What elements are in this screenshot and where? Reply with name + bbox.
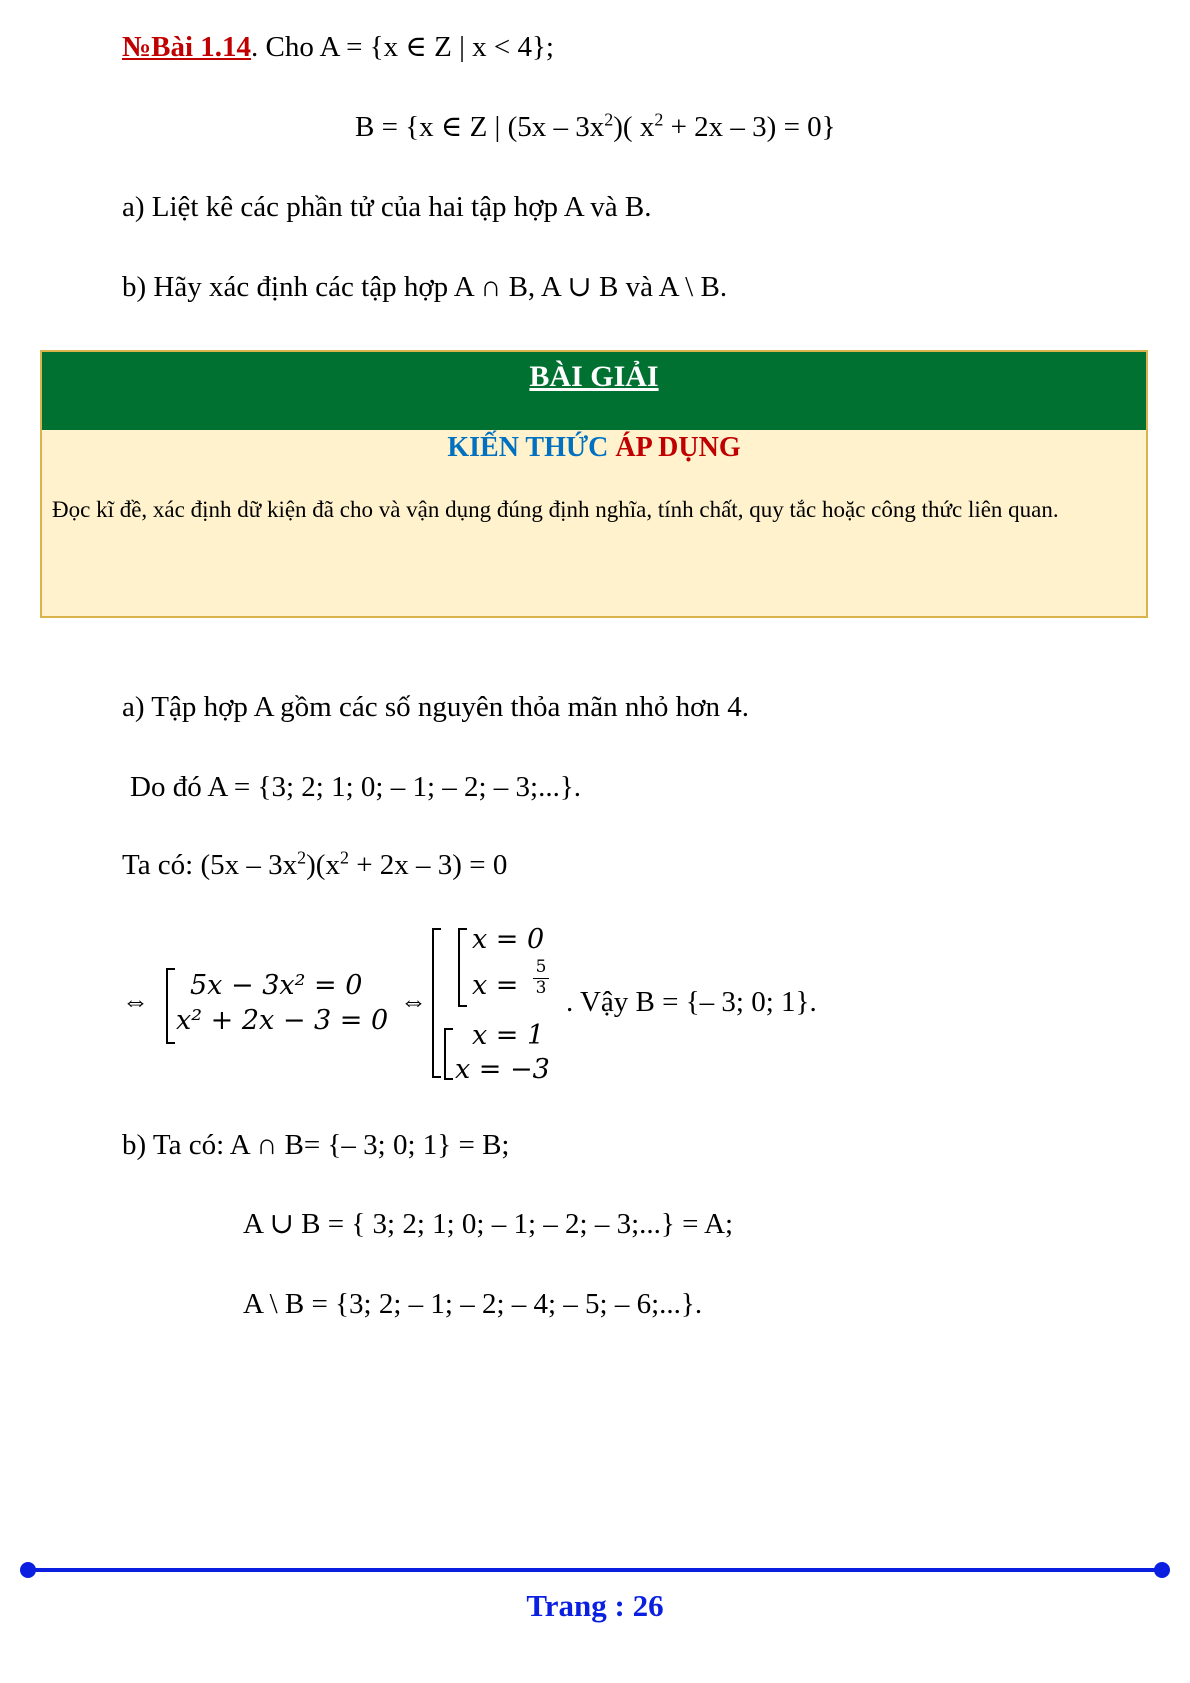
knowledge-title-blue: KIẾN THỨC [447, 432, 616, 463]
problem-intro: . Cho A = {x ∈ Z | x < 4}; [251, 31, 554, 63]
footer-rule-dot-right [1154, 1562, 1170, 1578]
system-eq-2: x² + 2x − 3 = 0 [176, 1005, 389, 1036]
footer-rule [28, 1568, 1168, 1572]
root-2-label: x = [472, 970, 519, 1001]
answer-b-line3: A \ B = {3; 2; – 1; – 2; – 4; – 5; – 6;...}. [243, 1288, 703, 1320]
answer-b-line2: A ∪ B = { 3; 2; 1; 0; – 1; – 2; – 3;...} = A; [243, 1208, 734, 1240]
footer-rule-dot-left [20, 1562, 36, 1578]
equation-part: Ta có: (5x – 3x [122, 849, 298, 881]
inner-bracket-1 [458, 928, 467, 1007]
answer-equation: Ta có: $(5x - 3x^2)(x^2 + 2x - 3) = 0$ [122, 847, 508, 881]
inner-bracket-2 [444, 1028, 453, 1080]
set-b-part: B = {x ∈ Z | (5x – 3x [355, 111, 605, 143]
root-4: x = −3 [455, 1054, 550, 1085]
iff-symbol-2: ⇔ [400, 986, 427, 1016]
problem-label: №Bài 1.14 [122, 31, 252, 63]
fraction-numerator: 5 [533, 958, 549, 979]
solution-box [40, 350, 1148, 618]
root-2 [472, 970, 518, 1002]
system-eq-1: 5x − 3x² = 0 [190, 970, 363, 1001]
fraction-denominator: 3 [535, 977, 547, 998]
set-b-part: )( x [613, 111, 655, 143]
iff-symbol-1: ⇔ [122, 986, 149, 1016]
root-3: x = 1 [472, 1020, 545, 1051]
conclusion-b: . Vậy B = {– 3; 0; 1}. [566, 986, 817, 1018]
set-b-definition: B = {x ∈ Z | $(5x - 3x^2)$( $x^2 + 2x - 3) = 0$} [355, 109, 836, 143]
set-b-part: + 2x – 3) = 0} [663, 111, 836, 143]
answer-a-line2: Do đó A = {3; 2; 1; 0; – 1; – 2; – 3;...}. [130, 771, 582, 803]
problem-heading [122, 30, 554, 65]
answer-a-line1: a) Tập hợp A gồm các số nguyên thỏa mãn nhỏ hơn 4. [122, 691, 749, 723]
knowledge-text: Đọc kĩ đề, xác định dữ kiện đã cho và vận dụng đúng định nghĩa, tính chất, quy tắc hoặc công thức liên quan. [52, 497, 1059, 522]
knowledge-title [42, 432, 1146, 464]
fraction [533, 958, 549, 998]
page-number: Trang : 26 [526, 1588, 664, 1623]
knowledge-title-red: ÁP DỤNG [615, 432, 741, 463]
system-bracket [166, 968, 175, 1044]
solution-title: BÀI GIẢI [529, 360, 659, 393]
solution-header [42, 352, 1146, 430]
question-a: a) Liệt kê các phần tử của hai tập hợp A và B. [122, 191, 652, 223]
outer-bracket [432, 928, 441, 1078]
equation-part: + 2x – 3) = 0 [348, 849, 508, 881]
equation-part: )(x [306, 849, 340, 881]
root-1: x = 0 [472, 924, 545, 955]
question-b: b) Hãy xác định các tập hợp A ∩ B, A ∪ B và A \ B. [122, 271, 728, 303]
answer-b-line1: b) Ta có: A ∩ B= {– 3; 0; 1} = B; [122, 1129, 510, 1161]
